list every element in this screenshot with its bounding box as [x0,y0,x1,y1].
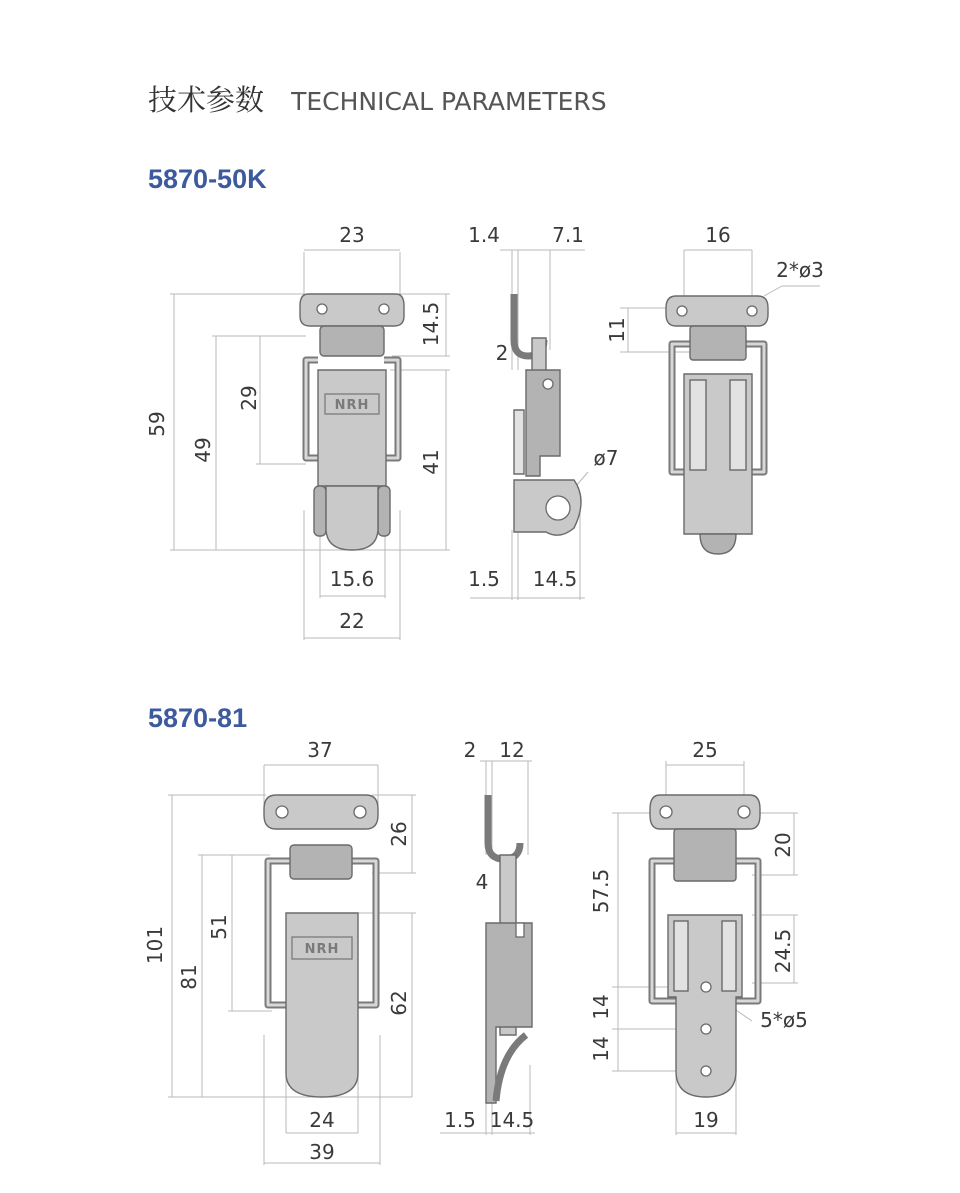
dim-front-plate-height: 14.5 [419,301,443,347]
drawing-5870-50k [0,210,960,650]
dim-front-hook-height: 41 [419,449,443,475]
dim-side-bottom-right: 14.5 [532,567,578,591]
dim-81-side-bottom-left: 1.5 [444,1108,476,1132]
dim-front-hook-width: 15.6 [329,567,375,591]
drawing-5870-81 [0,735,960,1185]
header-title-cn: 技术参数 [148,83,265,117]
back-view [605,223,824,554]
front-view-81 [143,738,416,1165]
dim-81-front-plate-height: 26 [387,821,411,847]
dim-side-bottom-left: 1.5 [468,567,500,591]
dim-side-top-right: 7.1 [552,223,584,247]
dim-81-front-base-width: 39 [309,1140,335,1164]
dim-front-top-width: 23 [339,223,365,247]
dim-81-side-thickness: 4 [475,870,489,894]
dim-81-back-slot-height: 24.5 [771,928,795,974]
dim-81-back-height: 57.5 [589,868,613,914]
dim-81-front-height-inner: 81 [177,964,201,990]
dim-81-side-top-left: 2 [463,738,477,762]
logo-nrh-81: NRH [304,942,340,957]
page-header [148,78,607,119]
dim-81-back-tongue-width: 19 [693,1108,719,1132]
dim-front-base-width: 22 [339,609,365,633]
side-view-81 [440,738,535,1135]
dim-front-loop-height: 29 [237,385,261,411]
back-view-81 [589,738,808,1135]
dim-81-back-plate-height: 20 [771,832,795,858]
dim-side-hole: ø7 [593,446,619,470]
dim-back-plate-height: 11 [605,317,629,343]
dim-81-back-hole-pitch-1: 14 [589,994,613,1020]
dim-side-thickness: 2 [495,341,509,365]
model-title-5870-81: 5870-81 [148,703,248,733]
logo-nrh-50k: NRH [334,398,370,413]
dim-back-width: 16 [705,223,731,247]
front-view [145,223,450,640]
model-title-5870-50k: 5870-50K [148,164,267,194]
dim-81-front-height-total: 101 [143,925,167,965]
dim-81-back-width: 25 [692,738,718,762]
dim-81-side-bottom-right: 14.5 [489,1108,535,1132]
dim-81-front-loop-height: 51 [207,914,231,940]
dim-front-height-inner: 49 [191,437,215,463]
header-title-en: TECHNICAL PARAMETERS [291,87,607,116]
dim-side-top-left: 1.4 [468,223,500,247]
dim-81-front-hook-width: 24 [309,1108,335,1132]
dim-front-height-total: 59 [145,411,169,437]
dim-back-holes: 2*ø3 [776,258,824,282]
dim-81-side-top-right: 12 [499,738,525,762]
dim-81-front-hook-height: 62 [387,990,411,1016]
dim-81-front-top-width: 37 [307,738,333,762]
dim-81-back-holes: 5*ø5 [760,1008,808,1032]
side-view [468,223,618,600]
dim-81-back-hole-pitch-2: 14 [589,1036,613,1062]
